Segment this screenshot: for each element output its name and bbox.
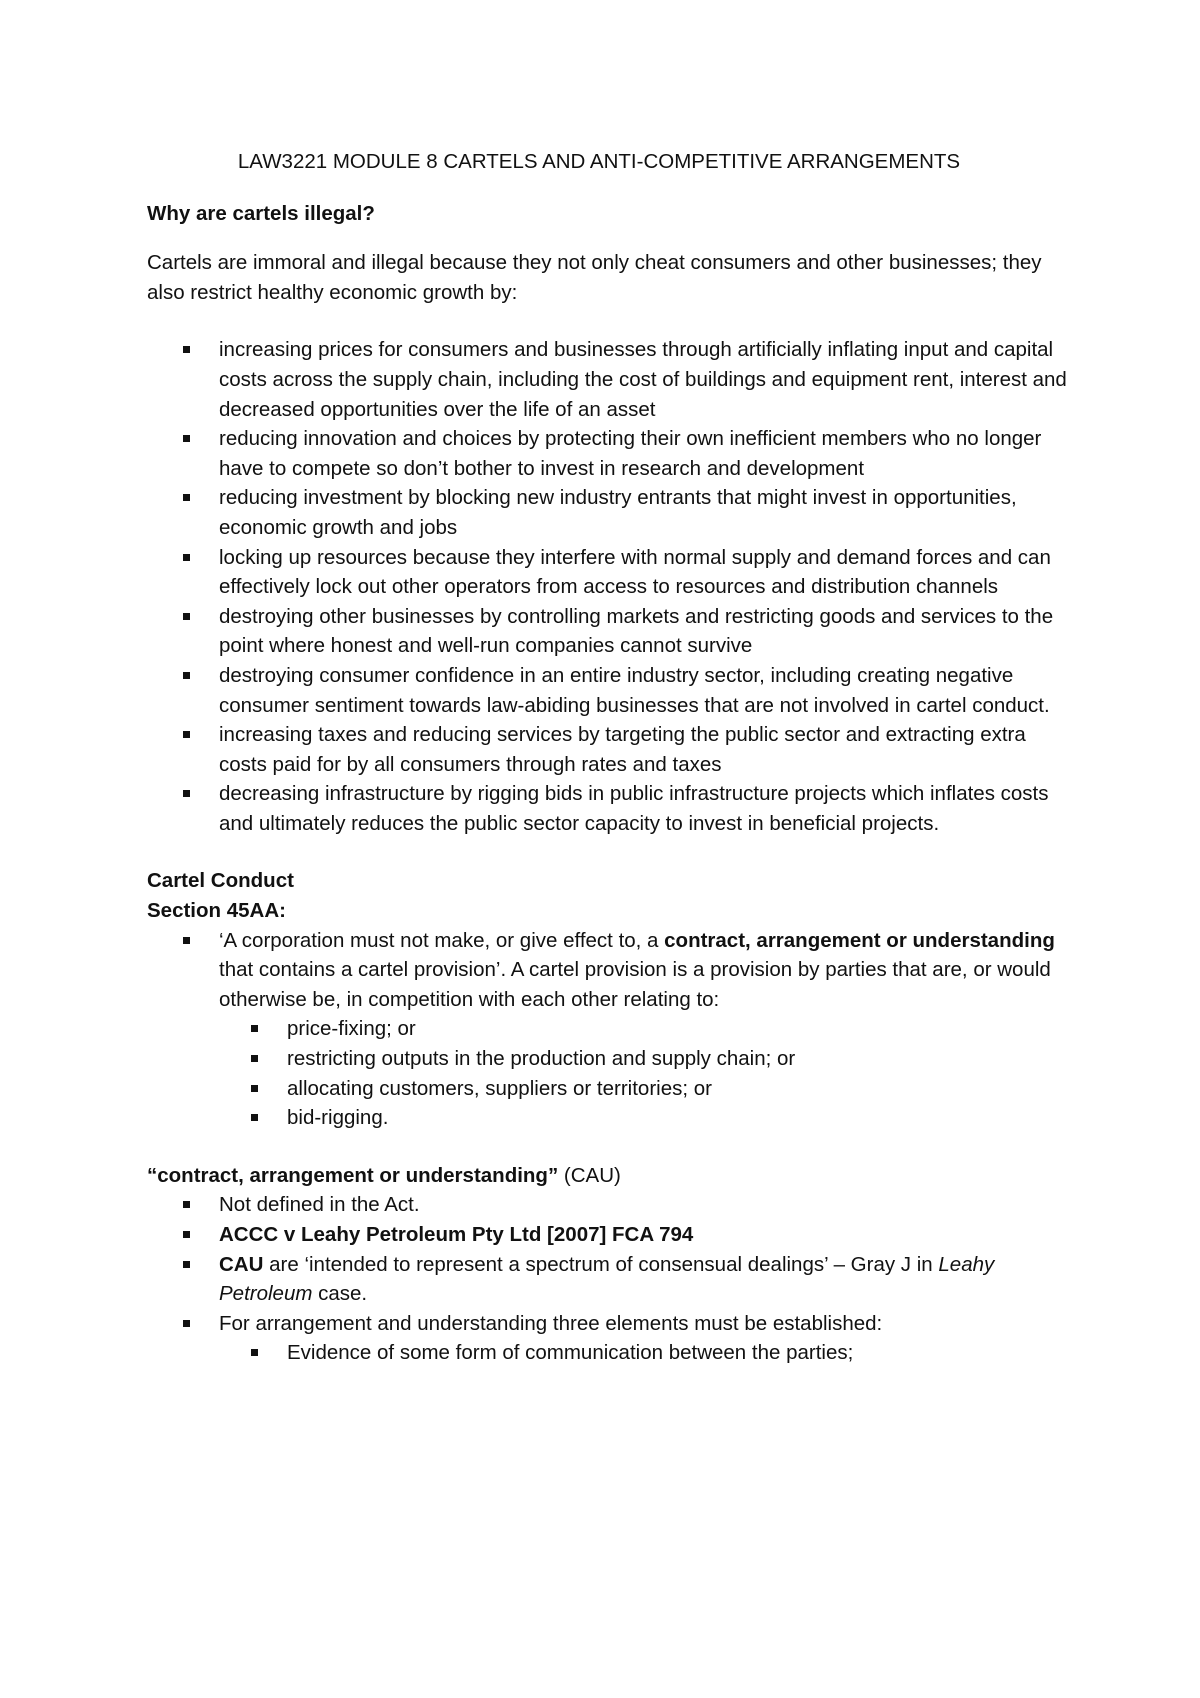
list-item: CAU are ‘intended to represent a spectrum of consensual dealings’ – Gray J in Leahy Petroleum case. (219, 1250, 1077, 1309)
square-bullet-icon (183, 1320, 190, 1327)
square-bullet-icon (183, 494, 190, 501)
section-45aa-list (147, 926, 1077, 1133)
square-bullet-icon (183, 937, 190, 944)
list-item: locking up resources because they interfere with normal supply and demand forces and can effectively lock out other operators from access to resources and distribution channels (219, 543, 1077, 602)
square-bullet-icon (251, 1025, 258, 1032)
intro-paragraph: Cartels are immoral and illegal because they not only cheat consumers and other businesses; they also restrict healthy economic growth by: (147, 251, 1042, 304)
cartel-conduct-heading: Cartel Conduct (147, 869, 294, 893)
document-body (147, 147, 1077, 1368)
elements-list (215, 1338, 1077, 1368)
cartel-provision-list (215, 1014, 1077, 1132)
list-item: Evidence of some form of communication between the parties; (287, 1338, 1077, 1368)
list-item: increasing taxes and reducing services by targeting the public sector and extracting extra costs paid for by all consumers through rates and taxes (219, 720, 1077, 779)
list-item: decreasing infrastructure by rigging bids in public infrastructure projects which inflates costs and ultimately reduces the public sector capacity to invest in beneficial projects. (219, 779, 1077, 838)
cau-heading: “contract, arrangement or understanding” (CAU) (147, 1163, 621, 1187)
list-item: reducing investment by blocking new industry entrants that might invest in opportunities, economic growth and jobs (219, 483, 1077, 542)
list-item: allocating customers, suppliers or territories; or (287, 1074, 1077, 1104)
list-item: destroying other businesses by controlling markets and restricting goods and services to the point where honest and well-run companies cannot survive (219, 602, 1077, 661)
list-item: destroying consumer confidence in an entire industry sector, including creating negative consumer sentiment towards law-abiding businesses that are not involved in cartel conduct. (219, 661, 1077, 720)
why-heading: Why are cartels illegal? (147, 201, 375, 225)
square-bullet-icon (183, 790, 190, 797)
square-bullet-icon (251, 1055, 258, 1062)
cau-list (147, 1190, 1077, 1368)
list-item: price-fixing; or (287, 1014, 1077, 1044)
square-bullet-icon (183, 346, 190, 353)
list-item (219, 1220, 1077, 1250)
list-item: increasing prices for consumers and businesses through artificially inflating input and capital costs across the supply chain, including the cost of buildings and equipment rent, interest and decreased opportunities over the life of an asset (219, 335, 1077, 424)
square-bullet-icon (183, 1231, 190, 1238)
case-citation: ACCC v Leahy Petroleum Pty Ltd [2007] FCA 794 (219, 1223, 694, 1246)
list-item: restricting outputs in the production and supply chain; or (287, 1044, 1077, 1074)
document-title: LAW3221 MODULE 8 CARTELS AND ANTI-COMPETITIVE ARRANGEMENTS (237, 150, 961, 173)
list-item: bid-rigging. (287, 1103, 1077, 1133)
list-item: reducing innovation and choices by protecting their own inefficient members who no longer have to compete so don’t bother to invest in research and development (219, 424, 1077, 483)
reasons-list (147, 335, 1077, 838)
square-bullet-icon (183, 731, 190, 738)
square-bullet-icon (183, 613, 190, 620)
square-bullet-icon (251, 1349, 258, 1356)
list-item: For arrangement and understanding three elements must be established: Evidence of some form of communication between the parties; (219, 1309, 1077, 1368)
square-bullet-icon (183, 554, 190, 561)
square-bullet-icon (183, 1201, 190, 1208)
list-item: ‘A corporation must not make, or give effect to, a contract, arrangement or understanding that contains a cartel provision’. A cartel provision is a provision by parties that are, or would otherwise be, in competition with each other relating to: price-fixing; or restricting outputs in the production and supply chain; or allocating customers, suppliers or territories; or bid-rigging. (219, 926, 1077, 1133)
square-bullet-icon (183, 435, 190, 442)
section-45aa-heading: Section 45AA: (147, 899, 286, 923)
square-bullet-icon (251, 1085, 258, 1092)
square-bullet-icon (183, 1261, 190, 1268)
list-item: Not defined in the Act. (219, 1190, 1077, 1220)
square-bullet-icon (183, 672, 190, 679)
square-bullet-icon (251, 1114, 258, 1121)
